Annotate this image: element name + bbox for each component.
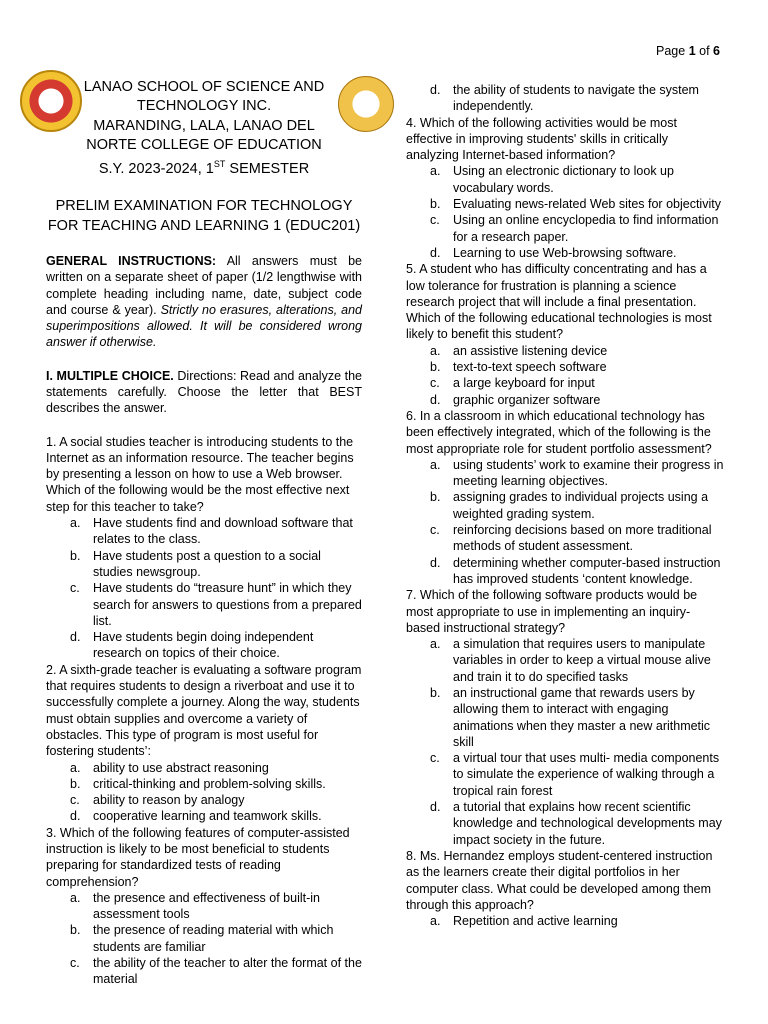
option-letter: b. bbox=[430, 360, 441, 375]
option-text: ability to use abstract reasoning bbox=[93, 760, 269, 775]
option-text: the ability of students to navigate the system independently. bbox=[453, 83, 699, 114]
option-letter: b. bbox=[70, 923, 81, 938]
option-text: the ability of the teacher to alter the format of the material bbox=[93, 956, 362, 987]
option-letter: a. bbox=[430, 914, 441, 929]
option-letter: c. bbox=[430, 376, 440, 391]
question-stem: 7. Which of the following software products would be most appropriate to use in implementing an inquiry-based instructional strategy? bbox=[406, 588, 698, 635]
option-letter: c. bbox=[430, 751, 440, 766]
option-list bbox=[46, 515, 362, 662]
option-letter: a. bbox=[70, 516, 81, 531]
answer-option bbox=[406, 343, 724, 359]
answer-option bbox=[46, 629, 362, 662]
option-text: graphic organizer software bbox=[453, 392, 601, 407]
option-list bbox=[406, 343, 724, 408]
answer-option bbox=[406, 555, 724, 588]
option-text: assigning grades to individual projects using a weighted grading system. bbox=[453, 490, 709, 521]
answer-option bbox=[46, 515, 362, 548]
question-list bbox=[406, 82, 724, 929]
option-letter: d. bbox=[430, 392, 441, 407]
option-letter: d. bbox=[430, 555, 441, 570]
option-letter: b. bbox=[70, 548, 81, 563]
answer-option bbox=[406, 636, 724, 685]
option-text: an instructional game that rewards users by allowing them to interact with engaging animations when they master a new arithmetic skill bbox=[453, 685, 711, 749]
answer-option bbox=[406, 196, 724, 212]
page-number: Page 1 of 6 bbox=[656, 44, 720, 58]
answer-option bbox=[406, 913, 724, 929]
question-stem: 6. In a classroom in which educational technology has been effectively integrated, which of the following is the most appropriate role for student portfolio assessment? bbox=[406, 408, 712, 456]
right-column bbox=[406, 82, 724, 929]
answer-option bbox=[406, 245, 724, 261]
option-letter: d. bbox=[430, 245, 441, 260]
option-letter: b. bbox=[430, 490, 441, 505]
option-text: Have students find and download software that relates to the class. bbox=[93, 516, 353, 547]
option-letter: b. bbox=[430, 197, 441, 212]
question-stem: 2. A sixth-grade teacher is evaluating a software program that requires students to design a riverboat and use it to successfully complete a journey. Along the way, students must obtain supplies and overcome a variety of obstacles. This type of program is most useful for fostering students’: bbox=[46, 662, 362, 759]
question-stem: 8. Ms. Hernandez employs student-centered instruction as the learners create their digital portfolios in her computer class. What could be developed among them through this approach? bbox=[406, 848, 713, 912]
question-stem: 3. Which of the following features of computer-assisted instruction is likely to be most beneficial to students preparing for standardized tests of reading comprehension? bbox=[46, 825, 350, 889]
answer-option bbox=[46, 808, 362, 824]
answer-option bbox=[406, 522, 724, 555]
option-list bbox=[46, 890, 362, 988]
option-text: critical-thinking and problem-solving skills. bbox=[93, 776, 326, 791]
answer-option bbox=[46, 580, 362, 629]
option-text: a virtual tour that uses multi- media components to simulate the experience of walking through a tropical rain forest bbox=[453, 751, 720, 798]
option-letter: c. bbox=[430, 213, 440, 228]
option-text: Using an online encyclopedia to find information for a research paper. bbox=[453, 213, 719, 244]
answer-option bbox=[46, 760, 362, 776]
option-letter: a. bbox=[430, 457, 441, 472]
answer-option bbox=[406, 457, 724, 490]
option-text: text-to-text speech software bbox=[453, 360, 607, 375]
option-text: determining whether computer-based instruction has improved students ‘content knowledge. bbox=[453, 555, 721, 586]
question-list bbox=[46, 434, 362, 988]
option-text: using students’ work to examine their progress in meeting learning objectives. bbox=[453, 457, 724, 489]
option-text: reinforcing decisions based on more traditional methods of student assessment. bbox=[453, 523, 712, 554]
option-letter: a. bbox=[430, 343, 441, 358]
answer-option bbox=[406, 799, 724, 848]
answer-option bbox=[406, 489, 724, 522]
question-stem: 4. Which of the following activities would be most effective in improving students' skills in critically analyzing Internet-based information? bbox=[406, 115, 677, 163]
answer-option bbox=[46, 955, 362, 988]
question-stem: 5. A student who has difficulty concentrating and has a low tolerance for frustration is planning a science research project that will include a final presentation. Which of the following educational technologies is most likely to benefit this student? bbox=[406, 262, 712, 342]
option-letter: d. bbox=[70, 630, 81, 645]
option-list bbox=[46, 760, 362, 825]
option-letter: c. bbox=[70, 793, 80, 808]
section-directions: I. MULTIPLE CHOICE. Directions: Read and analyze the statements carefully. Choose the letter that BEST describes the answer. bbox=[46, 368, 362, 416]
option-text: Using an electronic dictionary to look up vocabulary words. bbox=[453, 164, 674, 195]
answer-option bbox=[406, 82, 724, 115]
answer-option bbox=[406, 212, 724, 245]
option-text: an assistive listening device bbox=[453, 343, 608, 358]
general-instructions: GENERAL INSTRUCTIONS: All answers must be written on a separate sheet of paper (1/2 lengthwise with complete heading including name, date, subject code and course & year). Strictly no erasures, alterations, and superimpositions allowed. It will be considered wrong answer if otherwise. bbox=[46, 253, 362, 350]
option-letter: a. bbox=[430, 164, 441, 179]
answer-option bbox=[46, 922, 362, 955]
option-list bbox=[406, 636, 724, 848]
answer-option bbox=[406, 392, 724, 408]
left-column bbox=[46, 78, 362, 988]
option-text: a simulation that requires users to manipulate variables in order to keep a virtual mouse alive and train it to do specified tasks bbox=[453, 637, 711, 684]
option-text: the presence of reading material with which students are familiar bbox=[93, 923, 334, 954]
option-text: a tutorial that explains how recent scientific knowledge and technological developments may impact society in the future. bbox=[453, 800, 722, 847]
option-text: cooperative learning and teamwork skills. bbox=[93, 809, 322, 824]
option-text: Learning to use Web-browsing software. bbox=[453, 245, 677, 260]
option-list bbox=[406, 913, 724, 929]
option-letter: a. bbox=[70, 760, 81, 775]
option-letter: a. bbox=[70, 890, 81, 905]
school-year-line: S.Y. 2023-2024, 1ST SEMESTER bbox=[98, 159, 310, 178]
option-letter: b. bbox=[70, 776, 81, 791]
option-text: Have students begin doing independent research on topics of their choice. bbox=[93, 630, 314, 661]
exam-title: PRELIM EXAMINATION FOR TECHNOLOGY FOR TEACHING AND LEARNING 1 (EDUC201) bbox=[47, 198, 361, 234]
question-stem: 1. A social studies teacher is introducing students to the Internet as an information resource. The teacher begins by presenting a lesson on how to use a Web browser. Which of the following would be the most effective next step for this teacher to take? bbox=[46, 434, 354, 514]
answer-option bbox=[46, 890, 362, 923]
option-text: Evaluating news-related Web sites for objectivity bbox=[453, 197, 721, 212]
header-line: TECHNOLOGY INC. bbox=[136, 98, 272, 115]
header-line: NORTE COLLEGE OF EDUCATION bbox=[86, 136, 322, 153]
option-text: a large keyboard for input bbox=[453, 376, 595, 391]
option-text: ability to reason by analogy bbox=[93, 793, 245, 808]
option-text: Have students do “treasure hunt” in which they search for answers to questions from a prepared list. bbox=[93, 581, 362, 628]
option-list bbox=[406, 163, 724, 261]
option-text: Repetition and active learning bbox=[453, 914, 618, 929]
answer-option bbox=[406, 685, 724, 750]
option-letter: d. bbox=[70, 809, 81, 824]
answer-option bbox=[46, 548, 362, 581]
answer-option bbox=[406, 359, 724, 375]
option-list bbox=[406, 457, 724, 587]
answer-option bbox=[406, 750, 724, 799]
option-letter: c. bbox=[430, 523, 440, 538]
header-line: MARANDING, LALA, LANAO DEL bbox=[93, 117, 315, 134]
header-line: LANAO SCHOOL OF SCIENCE AND bbox=[83, 79, 325, 95]
option-list bbox=[406, 82, 724, 115]
school-header bbox=[46, 78, 362, 179]
option-letter: c. bbox=[70, 956, 80, 971]
answer-option bbox=[406, 375, 724, 391]
answer-option bbox=[46, 776, 362, 792]
option-letter: d. bbox=[430, 83, 441, 97]
option-text: the presence and effectiveness of built-in assessment tools bbox=[93, 890, 320, 922]
option-letter: b. bbox=[430, 685, 441, 700]
option-letter: c. bbox=[70, 581, 80, 596]
option-text: Have students post a question to a social studies newsgroup. bbox=[93, 548, 321, 579]
answer-option bbox=[406, 163, 724, 196]
option-letter: d. bbox=[430, 800, 441, 815]
option-letter: a. bbox=[430, 637, 441, 652]
answer-option bbox=[46, 792, 362, 808]
